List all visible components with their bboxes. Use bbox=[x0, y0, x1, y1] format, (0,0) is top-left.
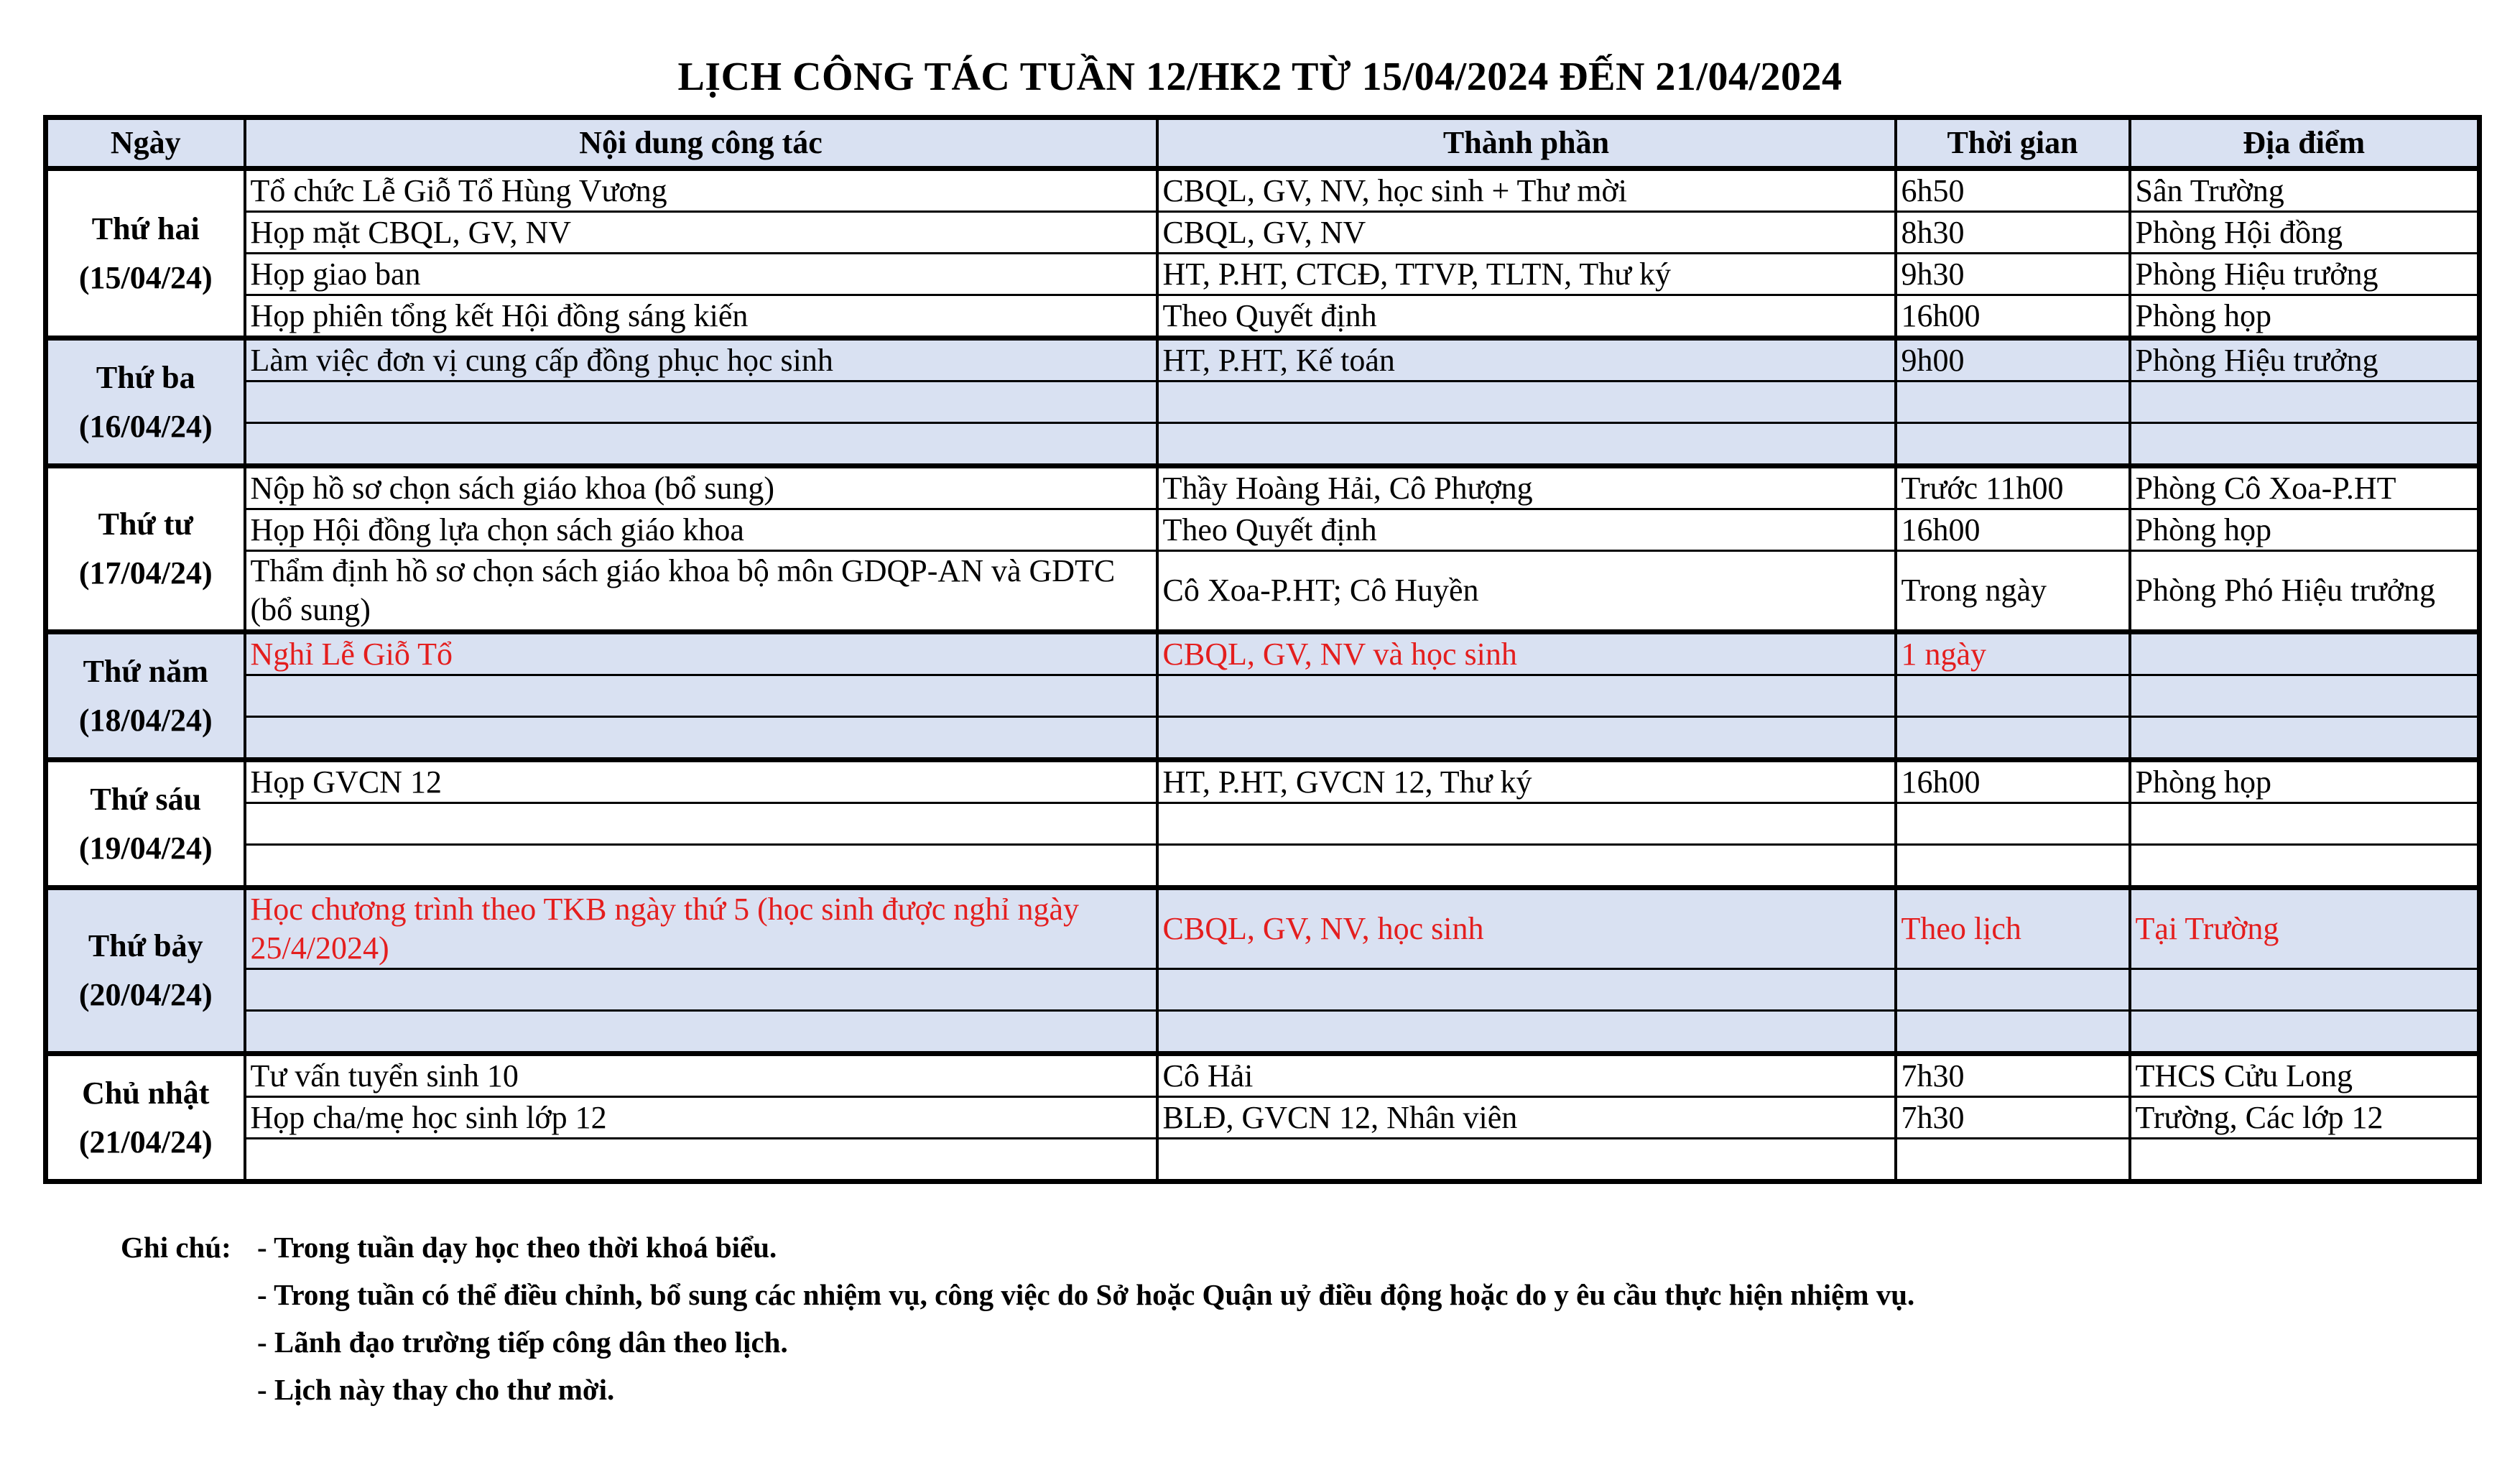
day-date: (17/04/24) bbox=[78, 555, 213, 591]
members-cell bbox=[1157, 1139, 1896, 1182]
members-cell bbox=[1157, 969, 1896, 1011]
content-cell bbox=[245, 803, 1157, 845]
members-cell: CBQL, GV, NV bbox=[1157, 212, 1896, 254]
time-cell bbox=[1896, 381, 2130, 423]
time-cell bbox=[1896, 969, 2130, 1011]
table-row bbox=[46, 381, 2480, 423]
place-cell: Phòng Cô Xoa-P.HT bbox=[2130, 466, 2480, 509]
note-row bbox=[121, 1271, 1914, 1318]
time-cell bbox=[1896, 1011, 2130, 1054]
content-cell bbox=[245, 423, 1157, 466]
table-row bbox=[46, 803, 2480, 845]
table-row bbox=[46, 845, 2480, 888]
content-cell: Họp GVCN 12 bbox=[245, 760, 1157, 803]
members-cell: BLĐ, GVCN 12, Nhân viên bbox=[1157, 1097, 1896, 1139]
place-cell bbox=[2130, 632, 2480, 675]
place-cell bbox=[2130, 969, 2480, 1011]
content-cell bbox=[245, 381, 1157, 423]
members-cell: HT, P.HT, CTCĐ, TTVP, TLTN, Thư ký bbox=[1157, 254, 1896, 295]
table-row bbox=[46, 888, 2480, 969]
notes-label: Ghi chú: bbox=[121, 1231, 231, 1264]
day-cell bbox=[46, 338, 245, 466]
place-cell: Phòng Phó Hiệu trưởng bbox=[2130, 551, 2480, 632]
content-cell bbox=[245, 1011, 1157, 1054]
header-time: Thời gian bbox=[1896, 118, 2130, 169]
table-row bbox=[46, 1054, 2480, 1097]
place-cell: Phòng Hiệu trưởng bbox=[2130, 254, 2480, 295]
table-row bbox=[46, 969, 2480, 1011]
content-cell: Tổ chức Lễ Giỗ Tổ Hùng Vương bbox=[245, 169, 1157, 212]
header-place: Địa điểm bbox=[2130, 118, 2480, 169]
time-cell bbox=[1896, 675, 2130, 717]
place-cell: Phòng Hiệu trưởng bbox=[2130, 338, 2480, 381]
content-cell: Tư vấn tuyển sinh 10 bbox=[245, 1054, 1157, 1097]
table-row bbox=[46, 632, 2480, 675]
table-row bbox=[46, 509, 2480, 551]
members-cell: Cô Xoa-P.HT; Cô Huyền bbox=[1157, 551, 1896, 632]
time-cell: 8h30 bbox=[1896, 212, 2130, 254]
time-cell: Trong ngày bbox=[1896, 551, 2130, 632]
members-cell: CBQL, GV, NV và học sinh bbox=[1157, 632, 1896, 675]
header-content: Nội dung công tác bbox=[245, 118, 1157, 169]
place-cell bbox=[2130, 675, 2480, 717]
time-cell: Trước 11h00 bbox=[1896, 466, 2130, 509]
members-cell: HT, P.HT, GVCN 12, Thư ký bbox=[1157, 760, 1896, 803]
day-date: (18/04/24) bbox=[78, 702, 213, 738]
place-cell: Phòng Hội đồng bbox=[2130, 212, 2480, 254]
members-cell: Theo Quyết định bbox=[1157, 295, 1896, 338]
place-cell bbox=[2130, 1139, 2480, 1182]
header-day: Ngày bbox=[46, 118, 245, 169]
day-cell bbox=[46, 888, 245, 1054]
table-row bbox=[46, 1011, 2480, 1054]
table-row bbox=[46, 169, 2480, 212]
table-row bbox=[46, 1139, 2480, 1182]
day-name: Thứ năm bbox=[83, 653, 208, 689]
members-cell: CBQL, GV, NV, học sinh bbox=[1157, 888, 1896, 969]
day-cell bbox=[46, 466, 245, 632]
time-cell: Theo lịch bbox=[1896, 888, 2130, 969]
table-header bbox=[46, 118, 2480, 169]
place-cell: Phòng họp bbox=[2130, 760, 2480, 803]
day-date: (19/04/24) bbox=[78, 830, 213, 866]
day-name: Chủ nhật bbox=[82, 1075, 210, 1111]
content-cell: Họp giao ban bbox=[245, 254, 1157, 295]
note-row bbox=[121, 1318, 1914, 1366]
place-cell: Tại Trường bbox=[2130, 888, 2480, 969]
note-item: - Trong tuần dạy học theo thời khoá biểu. bbox=[257, 1231, 777, 1264]
place-cell bbox=[2130, 845, 2480, 888]
place-cell bbox=[2130, 803, 2480, 845]
members-cell bbox=[1157, 381, 1896, 423]
time-cell: 9h30 bbox=[1896, 254, 2130, 295]
table-row bbox=[46, 212, 2480, 254]
day-cell bbox=[46, 632, 245, 760]
content-cell: Họp mặt CBQL, GV, NV bbox=[245, 212, 1157, 254]
time-cell: 7h30 bbox=[1896, 1054, 2130, 1097]
note-row bbox=[121, 1224, 1914, 1271]
table-row bbox=[46, 295, 2480, 338]
members-cell: CBQL, GV, NV, học sinh + Thư mời bbox=[1157, 169, 1896, 212]
note-row bbox=[121, 1366, 1914, 1413]
day-name: Thứ bảy bbox=[88, 928, 203, 963]
content-cell: Họp Hội đồng lựa chọn sách giáo khoa bbox=[245, 509, 1157, 551]
content-cell: Nộp hồ sơ chọn sách giáo khoa (bổ sung) bbox=[245, 466, 1157, 509]
day-date: (15/04/24) bbox=[78, 259, 213, 295]
day-name: Thứ ba bbox=[96, 359, 195, 395]
schedule-table bbox=[43, 115, 2482, 1184]
members-cell bbox=[1157, 803, 1896, 845]
table-row bbox=[46, 254, 2480, 295]
content-cell: Nghỉ Lễ Giỗ Tổ bbox=[245, 632, 1157, 675]
page-title: LỊCH CÔNG TÁC TUẦN 12/HK2 TỪ 15/04/2024 ĐẾN 21/04/2024 bbox=[677, 55, 1843, 99]
time-cell: 16h00 bbox=[1896, 509, 2130, 551]
content-cell bbox=[245, 675, 1157, 717]
day-name: Thứ hai bbox=[91, 211, 200, 246]
day-cell bbox=[46, 1054, 245, 1182]
time-cell: 1 ngày bbox=[1896, 632, 2130, 675]
header-members: Thành phần bbox=[1157, 118, 1896, 169]
place-cell: Sân Trường bbox=[2130, 169, 2480, 212]
members-cell: Cô Hải bbox=[1157, 1054, 1896, 1097]
day-date: (16/04/24) bbox=[78, 408, 213, 444]
day-date: (20/04/24) bbox=[78, 977, 213, 1012]
day-name: Thứ sáu bbox=[90, 781, 202, 817]
members-cell bbox=[1157, 423, 1896, 466]
time-cell: 16h00 bbox=[1896, 760, 2130, 803]
time-cell: 7h30 bbox=[1896, 1097, 2130, 1139]
place-cell: Trường, Các lớp 12 bbox=[2130, 1097, 2480, 1139]
note-item: - Trong tuần có thể điều chỉnh, bổ sung các nhiệm vụ, công việc do Sở hoặc Quận uỷ điều động hoặc do y êu cầu thực hiện nhiệm vụ. bbox=[257, 1278, 1915, 1311]
place-cell bbox=[2130, 381, 2480, 423]
place-cell: THCS Cửu Long bbox=[2130, 1054, 2480, 1097]
content-cell bbox=[245, 717, 1157, 760]
members-cell: Theo Quyết định bbox=[1157, 509, 1896, 551]
place-cell bbox=[2130, 717, 2480, 760]
table-row bbox=[46, 423, 2480, 466]
day-cell bbox=[46, 760, 245, 888]
content-cell: Làm việc đơn vị cung cấp đồng phục học sinh bbox=[245, 338, 1157, 381]
table-row bbox=[46, 338, 2480, 381]
content-cell bbox=[245, 1139, 1157, 1182]
table-body bbox=[46, 169, 2480, 1182]
note-item: - Lãnh đạo trường tiếp công dân theo lịch. bbox=[257, 1326, 788, 1359]
members-cell: Thầy Hoàng Hải, Cô Phượng bbox=[1157, 466, 1896, 509]
time-cell: 6h50 bbox=[1896, 169, 2130, 212]
place-cell bbox=[2130, 1011, 2480, 1054]
note-item: - Lịch này thay cho thư mời. bbox=[257, 1373, 615, 1406]
day-name: Thứ tư bbox=[98, 507, 193, 542]
members-cell: HT, P.HT, Kế toán bbox=[1157, 338, 1896, 381]
place-cell: Phòng họp bbox=[2130, 295, 2480, 338]
table-row bbox=[46, 760, 2480, 803]
time-cell bbox=[1896, 423, 2130, 466]
content-cell bbox=[245, 969, 1157, 1011]
day-cell bbox=[46, 169, 245, 338]
content-cell bbox=[245, 845, 1157, 888]
place-cell bbox=[2130, 423, 2480, 466]
time-cell bbox=[1896, 803, 2130, 845]
content-cell: Học chương trình theo TKB ngày thứ 5 (học sinh được nghỉ ngày 25/4/2024) bbox=[245, 888, 1157, 969]
content-cell: Họp cha/mẹ học sinh lớp 12 bbox=[245, 1097, 1157, 1139]
time-cell: 16h00 bbox=[1896, 295, 2130, 338]
day-date: (21/04/24) bbox=[78, 1124, 213, 1160]
members-cell bbox=[1157, 717, 1896, 760]
table-row bbox=[46, 466, 2480, 509]
table-row bbox=[46, 1097, 2480, 1139]
time-cell bbox=[1896, 845, 2130, 888]
notes-section bbox=[121, 1224, 1914, 1413]
content-cell: Họp phiên tổng kết Hội đồng sáng kiến bbox=[245, 295, 1157, 338]
table-row bbox=[46, 675, 2480, 717]
members-cell bbox=[1157, 845, 1896, 888]
table-row bbox=[46, 551, 2480, 632]
members-cell bbox=[1157, 1011, 1896, 1054]
table-row bbox=[46, 717, 2480, 760]
time-cell bbox=[1896, 1139, 2130, 1182]
content-cell: Thẩm định hồ sơ chọn sách giáo khoa bộ môn GDQP-AN và GDTC (bổ sung) bbox=[245, 551, 1157, 632]
members-cell bbox=[1157, 675, 1896, 717]
time-cell bbox=[1896, 717, 2130, 760]
time-cell: 9h00 bbox=[1896, 338, 2130, 381]
place-cell: Phòng họp bbox=[2130, 509, 2480, 551]
